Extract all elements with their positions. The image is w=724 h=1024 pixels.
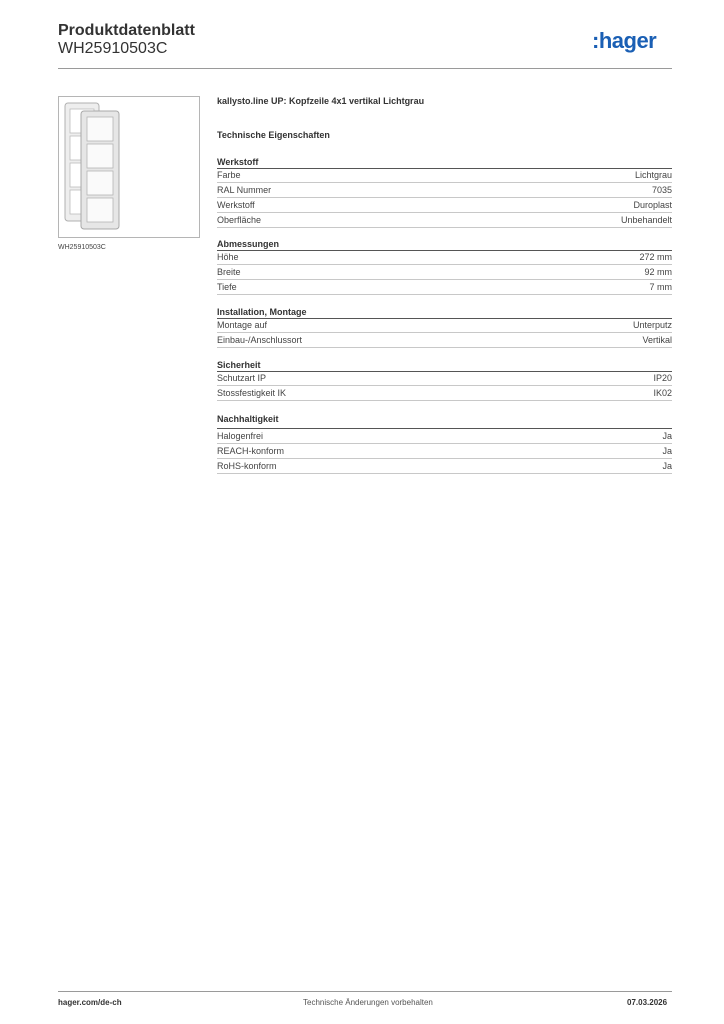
row-value: Vertikal (642, 335, 672, 345)
header-divider (58, 68, 672, 69)
table-row (217, 445, 672, 459)
table-row (217, 199, 672, 213)
row-value: IK02 (653, 388, 672, 398)
row-value: Ja (662, 461, 672, 471)
footer-date: 07.03.2026 (627, 998, 668, 1007)
row-value: 92 mm (644, 267, 672, 277)
row-value: Duroplast (633, 200, 672, 210)
section-title-installation: Installation, Montage (217, 307, 307, 317)
row-value: Lichtgrau (634, 170, 672, 180)
product-frame-illustration (59, 97, 199, 237)
table-row (217, 251, 672, 265)
footer-divider (58, 991, 672, 992)
row-label: Schutzart IP (217, 373, 267, 383)
article-number: WH25910503C (58, 40, 168, 57)
row-value: 272 mm (639, 252, 672, 262)
row-value: Ja (662, 446, 672, 456)
row-label: Oberfläche (217, 215, 262, 225)
table-row (217, 334, 672, 348)
row-value: 7 mm (649, 282, 672, 292)
image-caption: WH25910503C (58, 244, 106, 251)
table-row (217, 266, 672, 280)
row-label: Einbau-/Anschlussort (217, 335, 303, 345)
row-label: RAL Nummer (217, 185, 272, 195)
row-label: Tiefe (217, 282, 237, 292)
row-value: 7035 (651, 185, 672, 195)
section-title-abmessungen: Abmessungen (217, 239, 280, 249)
row-label: Stossfestigkeit IK (217, 388, 287, 398)
footer-website-link[interactable]: hager.com/de-ch (58, 998, 122, 1007)
section-title-werkstoff: Werkstoff (217, 157, 259, 167)
row-label: Montage auf (217, 320, 268, 330)
table-row (217, 430, 672, 444)
technical-properties-heading: Technische Eigenschaften (217, 130, 330, 140)
row-label: Farbe (217, 170, 241, 180)
table-row (217, 372, 672, 386)
product-image (58, 96, 200, 238)
row-label: Halogenfrei (217, 431, 264, 441)
section-divider (217, 428, 672, 429)
table-row (217, 184, 672, 198)
page-title: Produktdatenblatt (58, 22, 195, 39)
product-name: kallysto.line UP: Kopfzeile 4x1 vertikal Lichtgrau (217, 96, 425, 106)
row-label: RoHS-konform (217, 461, 277, 471)
table-row (217, 281, 672, 295)
table-row (217, 387, 672, 401)
table-row (217, 460, 672, 474)
section-title-sicherheit: Sicherheit (217, 360, 261, 370)
row-label: REACH-konform (217, 446, 285, 456)
row-label: Breite (217, 267, 241, 277)
footer-disclaimer: Technische Änderungen vorbehalten (303, 998, 433, 1007)
row-value: IP20 (653, 373, 672, 383)
hager-logo: :hager (592, 28, 657, 53)
row-value: Unterputz (632, 320, 672, 330)
section-title-nachhaltigkeit: Nachhaltigkeit (217, 414, 279, 424)
table-row (217, 319, 672, 333)
table-row (217, 169, 672, 183)
row-value: Unbehandelt (620, 215, 672, 225)
row-value: Ja (662, 431, 672, 441)
row-label: Werkstoff (217, 200, 255, 210)
table-row (217, 214, 672, 228)
row-label: Höhe (217, 252, 239, 262)
